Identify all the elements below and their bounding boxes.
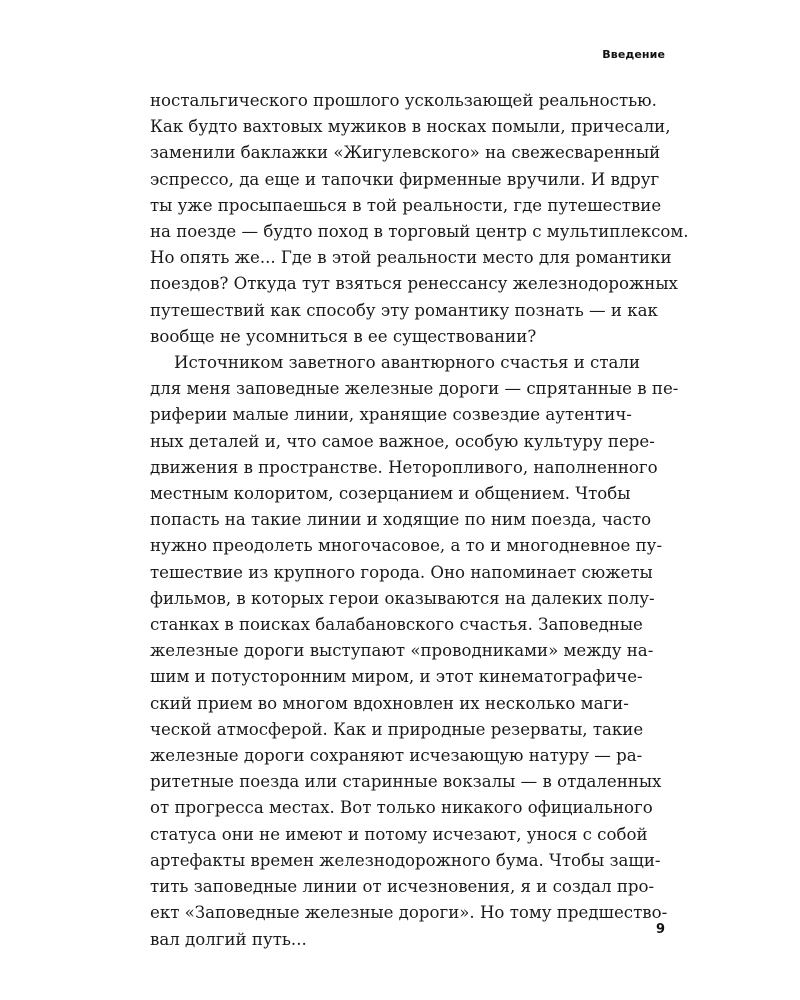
text-line: поездов? Откуда тут взяться ренессансу железнодорожных <box>150 274 678 294</box>
text-line: железные дороги выступают «проводниками» между на- <box>150 641 654 661</box>
text-line: ты уже просыпаешься в той реальности, где путешествие <box>150 195 662 215</box>
text-line: Источником заветного авантюрного счастья и стали <box>174 353 641 373</box>
text-line: ческой атмосферой. Как и природные резерваты, такие <box>150 719 644 739</box>
text-line: статуса они не имеют и потому исчезают, унося с собой <box>150 824 648 844</box>
text-line: станках в поисках балабановского счастья. Заповедные <box>150 615 643 635</box>
text-line: для меня заповедные железные дороги — спрятанные в пе- <box>150 379 679 399</box>
text-line: тешествие из крупного города. Оно напоминает сюжеты <box>150 562 653 582</box>
paragraph <box>150 88 689 350</box>
body-text <box>150 88 689 953</box>
text-line: нужно преодолеть многочасовое, а то и многодневное пу- <box>150 536 663 556</box>
text-line: вообще не усомниться в ее существовании? <box>150 326 537 346</box>
text-line: ект «Заповедные железные дороги». Но тому предшество- <box>150 903 668 923</box>
paragraph <box>150 350 679 953</box>
text-line: ский прием во многом вдохновлен их несколько маги- <box>150 693 629 713</box>
text-line: железные дороги сохраняют исчезающую натуру — ра- <box>150 746 643 766</box>
text-line: путешествий как способу эту романтику познать — и как <box>150 300 658 320</box>
text-line: риферии малые линии, хранящие созвездие аутентич- <box>150 405 632 425</box>
text-line: местным колоритом, созерцанием и общением. Чтобы <box>150 484 631 504</box>
text-line: ных деталей и, что самое важное, особую культуру пере- <box>150 431 655 451</box>
text-line: ритетные поезда или старинные вокзалы — в отдаленных <box>150 772 662 792</box>
text-line: вал долгий путь... <box>150 929 307 949</box>
text-line: Как будто вахтовых мужиков в носках помыли, причесали, <box>150 117 671 137</box>
text-line: заменили баклажки «Жигулевского» на свежесваренный <box>150 143 661 163</box>
text-line: движения в пространстве. Неторопливого, наполненного <box>150 457 658 477</box>
text-line: эспрессо, да еще и тапочки фирменные вручили. И вдруг <box>150 169 660 189</box>
text-line: Но опять же... Где в этой реальности место для романтики <box>150 248 672 268</box>
text-line: попасть на такие линии и ходящие по ним поезда, часто <box>150 510 652 530</box>
text-line: тить заповедные линии от исчезновения, я и создал про- <box>150 877 655 897</box>
running-head: Введение <box>602 48 665 61</box>
page-number: 9 <box>655 922 665 937</box>
text-line: ностальгического прошлого ускользающей реальностью. <box>150 91 657 110</box>
text-line: фильмов, в которых герои оказываются на далеких полу- <box>150 588 655 608</box>
text-line: от прогресса местах. Вот только никакого официального <box>150 798 653 818</box>
text-line: артефакты времен железнодорожного бума. Чтобы защи- <box>150 850 661 870</box>
text-line: на поезде — будто поход в торговый центр с мультиплексом. <box>150 222 689 242</box>
text-line: шим и потусторонним миром, и этот кинематографиче- <box>150 667 643 687</box>
